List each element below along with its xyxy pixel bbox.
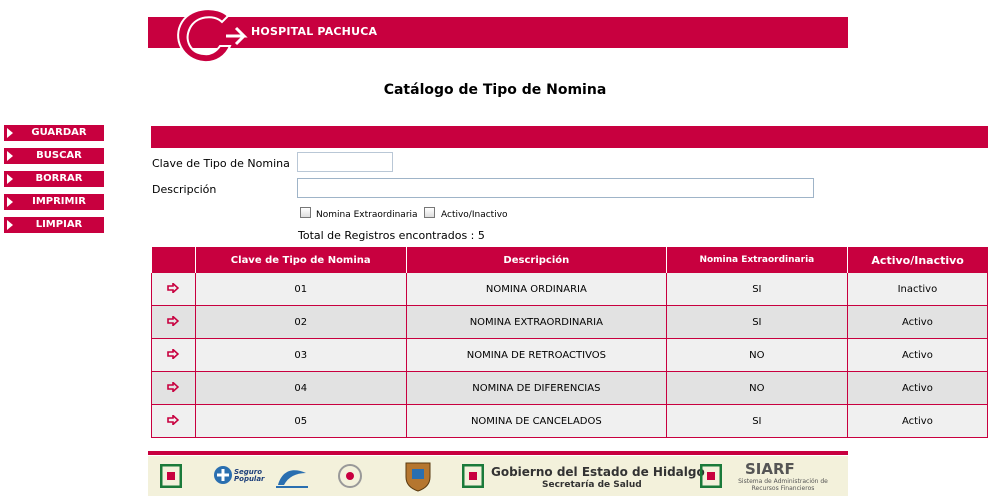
extraordinaria-cell: NO [666, 339, 847, 372]
page-title: Catálogo de Tipo de Nomina [383, 82, 607, 98]
buscar-button[interactable] [4, 148, 104, 164]
activo-checkbox[interactable] [424, 207, 435, 218]
seguro-popular-text: Seguro Popular [234, 468, 265, 483]
clave-cell: 05 [195, 405, 406, 438]
imprimir-button[interactable] [4, 194, 104, 210]
estado-cell: Activo [847, 372, 987, 405]
borrar-label: BORRAR [35, 173, 83, 184]
arrow-right-icon[interactable] [167, 316, 179, 326]
hidalgo-shield-icon [160, 464, 182, 488]
guardar-button[interactable] [4, 125, 104, 141]
play-icon [7, 151, 13, 161]
extraordinaria-checkbox[interactable] [300, 207, 311, 218]
extraordinaria-cell: SI [666, 405, 847, 438]
footer [148, 456, 848, 496]
gobierno-text: Gobierno del Estado de Hidalgo [491, 465, 705, 479]
coat-of-arms-icon [402, 459, 434, 493]
arrow-right-icon[interactable] [167, 349, 179, 359]
estado-column-header: Activo/Inactivo [847, 247, 987, 273]
descripcion-cell: NOMINA DE RETROACTIVOS [406, 339, 666, 372]
table-row [152, 405, 988, 438]
extraordinaria-cell: SI [666, 273, 847, 306]
limpiar-label: LIMPIAR [35, 219, 83, 230]
guardar-label: GUARDAR [31, 127, 87, 138]
arrow-right-icon[interactable] [167, 382, 179, 392]
hidalgo-shield-icon [462, 464, 484, 488]
activo-label: Activo/Inactivo [441, 210, 508, 220]
borrar-button[interactable] [4, 171, 104, 187]
table-row [152, 306, 988, 339]
descripcion-cell: NOMINA DE CANCELADOS [406, 405, 666, 438]
extraordinaria-cell: NO [666, 372, 847, 405]
limpiar-button[interactable] [4, 217, 104, 233]
imprimir-label: IMPRIMIR [32, 196, 86, 207]
side-menu [4, 125, 104, 240]
state-logo-icon [332, 461, 372, 493]
clave-cell: 04 [195, 372, 406, 405]
select-column-header [152, 247, 196, 273]
select-cell [152, 339, 196, 372]
play-icon [7, 174, 13, 184]
clave-column-header: Clave de Tipo de Nomina [195, 247, 406, 273]
descripcion-label: Descripción [152, 183, 217, 196]
estado-cell: Activo [847, 405, 987, 438]
siarf-logo-text: SIARF [745, 460, 795, 478]
total-records: Total de Registros encontrados : 5 [298, 229, 485, 242]
footer-divider [148, 451, 848, 455]
descripcion-input[interactable] [297, 178, 814, 198]
play-icon [7, 197, 13, 207]
descripcion-cell: NOMINA EXTRAORDINARIA [406, 306, 666, 339]
seguro-popular-icon [212, 464, 234, 486]
clave-cell: 01 [195, 273, 406, 306]
buscar-label: BUSCAR [36, 150, 82, 161]
extraordinaria-label: Nomina Extraordinaria [316, 210, 418, 220]
estado-cell: Inactivo [847, 273, 987, 306]
descripcion-column-header: Descripción [406, 247, 666, 273]
clave-cell: 02 [195, 306, 406, 339]
clave-input[interactable] [297, 152, 393, 172]
clave-cell: 03 [195, 339, 406, 372]
descripcion-cell: NOMINA DE DIFERENCIAS [406, 372, 666, 405]
table-row [152, 372, 988, 405]
select-cell [152, 306, 196, 339]
institution-logo-icon [272, 463, 312, 491]
play-icon [7, 220, 13, 230]
descripcion-cell: NOMINA ORDINARIA [406, 273, 666, 306]
nomina-table [151, 247, 988, 438]
play-icon [7, 128, 13, 138]
estado-cell: Activo [847, 339, 987, 372]
hospital-logo-icon [170, 4, 250, 66]
select-cell [152, 405, 196, 438]
estado-cell: Activo [847, 306, 987, 339]
table-row [152, 339, 988, 372]
extraordinaria-column-header: Nomina Extraordinaria [666, 247, 847, 273]
siarf-subtitle: Sistema de Administración de Recursos Financieros [738, 478, 828, 492]
select-cell [152, 273, 196, 306]
extraordinaria-cell: SI [666, 306, 847, 339]
clave-label: Clave de Tipo de Nomina [152, 157, 290, 170]
arrow-right-icon[interactable] [167, 415, 179, 425]
arrow-right-icon[interactable] [167, 283, 179, 293]
secretaria-text: Secretaría de Salud [542, 480, 642, 490]
table-row [152, 273, 988, 306]
hidalgo-shield-icon [700, 464, 722, 488]
form-header-bar [151, 126, 988, 148]
select-cell [152, 372, 196, 405]
hospital-name: HOSPITAL PACHUCA [251, 25, 378, 38]
